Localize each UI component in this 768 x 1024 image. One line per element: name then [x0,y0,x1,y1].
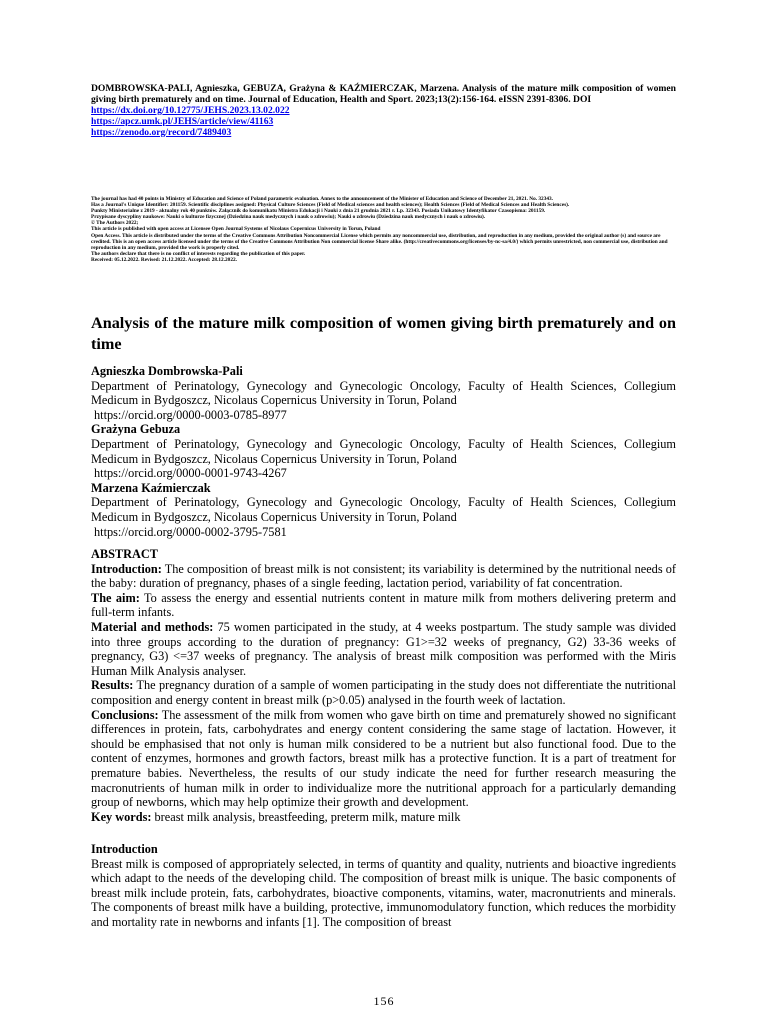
abstract-label: Results: [91,678,134,693]
author-affiliation: Department of Perinatology, Gynecology and Gynecologic Oncology, Faculty of Health Sciences, Collegium Medicum in Bydgoszcz, Nicolaus Copernicus University in Torun, Poland [91,495,676,524]
notice-line: Has a Journal's Unique Identifier: 201159. Scientific disciplines assigned: Physical Culture Sciences (Field of Medical sciences and health sciences); Health Sciences (Field of Medical Sciences and Health Sciences). [91,202,570,209]
abstract-label: Material and methods: [91,619,214,634]
page-number: 156 [373,994,395,1008]
abstract-text: The assessment of the milk from women who gave birth on time and prematurely showed no significant differences in protein, fats, carbohydrates and energy content considering the same stage of lactation. However, it should be emphasised that not only is human milk considered to be a nutrient but also functional food. Due to the content of enzymes, hormones and growth factors, breast milk has a protective function. It is a part of treatment for premature babies. Nevertheless, the results of our study indicate the need for further research measuring the macronutrients of human milk in order to individualize more the nutritional approach for a particularly demanding group of newborns, which may help optimize their growth and development. [91,707,676,810]
notice-line: The journal has had 40 points in Ministry of Education and Science of Poland parametric evaluation. Annex to the announcement of the Minister of Education and Science of December 21, 2021. No. 32343. [91,196,553,202]
abstract-text: The pregnancy duration of a sample of women participating in the study does not differentiate the nutritional composition and energy content in breast milk (p>0.05) analysed in the fourth week of lactation. [91,678,676,707]
notice-line: This article is published with open access at Licensee Open Journal Systems of Nicolaus Copernicus University in Torun, Poland [91,226,381,233]
abstract-paragraph [91,562,676,591]
article-link[interactable]: https://apcz.umk.pl/JEHS/article/view/41163 [91,115,274,127]
introduction-heading: Introduction [91,842,158,856]
zenodo-link[interactable]: https://zenodo.org/record/7489403 [91,126,232,138]
notice-line: © The Authors 2022; [91,220,139,227]
journal-notice [91,196,676,263]
abstract-paragraph [91,620,676,678]
notice-line: Przypisane dyscypliny naukowe: Nauki o kulturze fizycznej (Dziedzina nauk medycznych i nauk o zdrowiu); Nauki o zdrowiu (Dziedzina nauk medycznych i nauk o zdrowiu). [91,214,486,221]
abstract-label: The aim: [91,590,140,605]
abstract-label: Conclusions: [91,707,159,722]
abstract-text: To assess the energy and essential nutrients content in mature milk from mothers delivering preterm and full-term infants. [91,590,677,620]
notice-line: Open Access. This article is distributed under the terms of the Creative Commons Attribution Noncommercial License which permits any noncommercial use, distribution, and reproduction in any medium, provided the original author (s) and source are credited. This is an open access article licensed under the terms of the Creative Commons Attribution Non commercial license Share alike. (http://creativecommons.org/licenses/by-nc-sa/4.0/) which permits unrestricted, non commercial use, distribution and reproduction in any medium, provided the work is properly cited. [91,232,668,251]
citation-block [91,84,676,139]
author-name: Grażyna Gebuza [91,422,181,437]
notice-line: Received: 05.12.2022. Revised: 21.12.2022. Accepted: 28.12.2022. [91,256,237,263]
author-name: Agnieszka Dombrowska-Pali [91,364,243,378]
author-list [91,364,676,539]
author-affiliation: Department of Perinatology, Gynecology and Gynecologic Oncology, Faculty of Health Sciences, Collegium Medicum in Bydgoszcz, Nicolaus Copernicus University in Torun, Poland [91,436,676,466]
abstract-paragraph [91,708,676,810]
introduction-text: Breast milk is composed of appropriately selected, in terms of quantity and quality, nutrients and bioactive ingredients which adapt to the needs of the developing child. The composition of breast milk is unique. The basic components of breast milk include protein, fats, carbohydrates, bioactive components, vitamins, water, macronutrients and minerals. The components of breast milk have a building, protective, immunomodulatory function, which reduces the morbidity and mortality rate in newborns and infants [1]. The composition of breast [91,856,676,929]
author-name: Marzena Kaźmierczak [91,480,211,495]
paper-title: Analysis of the mature milk composition of women giving birth prematurely and on time [91,314,676,353]
citation-text: DOMBROWSKA-PALI, Agnieszka, GEBUZA, Grażyna & KAŹMIERCZAK, Marzena. Analysis of the mature milk composition of women giving birth prematurely and on time. Journal of Education, Health and Sport. 2023;13(2):156-164. eISSN 2391-8306. DOI [91,83,676,105]
abstract-text: 75 women participated in the study, at 4 weeks postpartum. The study sample was divided into three groups according to the duration of pregnancy: G1>=32 weeks of pregnancy, G2) 33-36 weeks of pregnancy, G3) <=37 weeks of pregnancy. The analysis of breast milk composition was performed with the Miris Human Milk Analysis analyser. [91,619,676,678]
author-orcid: https://orcid.org/0000-0001-9743-4267 [94,466,287,481]
notice-line: The authors declare that there is no conflict of interests regarding the publication of this paper. [91,250,306,257]
abstract-text: breast milk analysis, breastfeeding, preterm milk, mature milk [154,809,461,824]
abstract-paragraph [91,678,676,707]
notice-line: Punkty Ministerialne z 2019 - aktualny rok 40 punktów. Załącznik do komunikatu Ministra Edukacji i Nauki z dnia 21 grudnia 2021 r. Lp. 32343. Posiada Unikatowy Identyfikator Czasopisma: 201159. [91,208,546,215]
author-entry [91,364,676,422]
abstract-label: Key words: [91,809,152,824]
abstract-label: Introduction: [91,561,162,576]
abstract-text: The composition of breast milk is not consistent; its variability is determined by the nutritional needs of the baby: duration of pregnancy, phases of a single feeding, lactation period, variability of fat concentration. [91,561,676,591]
abstract-paragraph [91,810,676,825]
doi-link[interactable]: https://dx.doi.org/10.12775/JEHS.2023.13.02.022 [91,104,290,116]
abstract-heading: ABSTRACT [91,547,158,561]
author-entry [91,422,676,480]
author-orcid: https://orcid.org/0000-0003-0785-8977 [94,407,287,422]
author-entry [91,481,676,539]
author-orcid: https://orcid.org/0000-0002-3795-7581 [94,524,287,539]
author-affiliation: Department of Perinatology, Gynecology and Gynecologic Oncology, Faculty of Health Sciences, Collegium Medicum in Bydgoszcz, Nicolaus Copernicus University in Torun, Poland [91,378,676,408]
introduction-section [91,842,676,930]
abstract-section [91,547,676,824]
abstract-paragraph [91,591,676,620]
